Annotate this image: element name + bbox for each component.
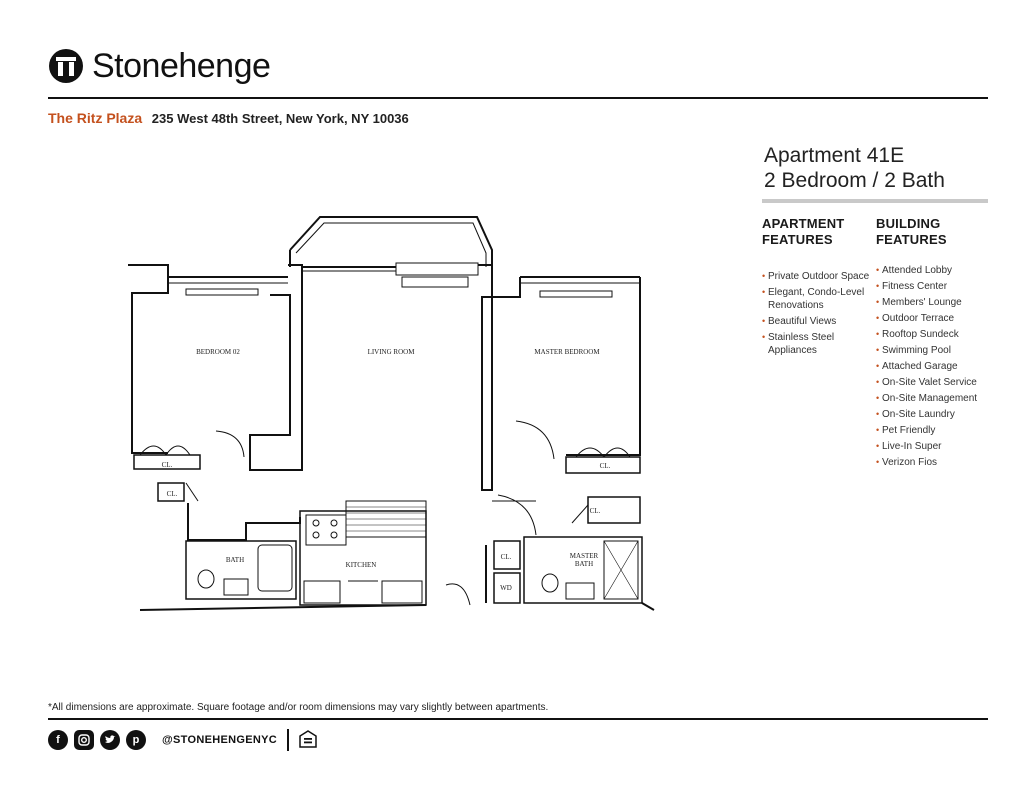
room-label-kitchen: KITCHEN (345, 561, 377, 569)
bathtub (258, 545, 292, 591)
master-closet-2-door (572, 505, 588, 523)
twitter-icon[interactable] (100, 730, 120, 750)
burner-icon (313, 532, 319, 538)
bath-sink (224, 579, 248, 595)
stonehenge-logo-icon (48, 48, 84, 84)
list-item: • Members' Lounge (876, 296, 996, 309)
room-label-master-bath: MASTER (569, 552, 599, 560)
disclaimer: *All dimensions are approximate. Square footage and/or room dimensions may vary slightly between apartments. (48, 702, 549, 713)
apartment-features-list (762, 270, 876, 357)
building-address: 235 West 48th Street, New York, NY 10036 (151, 111, 409, 126)
master-door-swing (516, 421, 554, 459)
building-features-list (876, 264, 996, 469)
list-item: • Rooftop Sundeck (876, 328, 996, 341)
instagram-icon[interactable] (74, 730, 94, 750)
facebook-icon[interactable]: f (48, 730, 68, 750)
footer (48, 728, 317, 752)
list-item: • Pet Friendly (876, 424, 996, 437)
building-features-heading-line2: FEATURES (876, 232, 947, 247)
kitchen-fridge (382, 581, 422, 603)
list-item: • On-Site Valet Service (876, 376, 996, 389)
bay-window-outer (290, 217, 492, 267)
master-sink (566, 583, 594, 599)
list-item: • Verizon Fios (876, 456, 996, 469)
room-label-closet: CL. (599, 462, 611, 470)
bedroom-right-wall (250, 265, 302, 470)
room-label-closet: CL. (500, 553, 512, 561)
apartment-subtitle: 2 Bedroom / 2 Bath (764, 169, 945, 192)
room-label-bath: BATH (225, 556, 245, 564)
list-item: • Elegant, Condo-Level Renovations (762, 286, 876, 312)
apartment-features-heading-line2: FEATURES (762, 232, 833, 247)
room-label-closet: CL. (166, 490, 178, 498)
apartment-title-block (764, 143, 945, 193)
master-toilet (542, 574, 558, 592)
list-item: • Live-In Super (876, 440, 996, 453)
room-label-bedroom: BEDROOM 02 (196, 348, 240, 356)
burner-icon (331, 520, 337, 526)
apartment-title-rule (762, 199, 988, 203)
list-item: • On-Site Laundry (876, 408, 996, 421)
living-radiator (402, 277, 468, 287)
corridor-wall (188, 503, 300, 540)
building-features (876, 216, 996, 472)
room-label-master-bedroom: MASTER BEDROOM (534, 348, 600, 356)
building-name: The Ritz Plaza (48, 110, 143, 126)
burner-icon (313, 520, 319, 526)
list-item: • Swimming Pool (876, 344, 996, 357)
bedroom-door-swing (216, 431, 244, 457)
floor-plan (120, 205, 660, 625)
burner-icon (331, 532, 337, 538)
bottom-wall-left (140, 605, 426, 610)
living-window-right (396, 263, 478, 275)
building-address-line (48, 110, 409, 126)
footer-divider (287, 729, 289, 751)
pinterest-icon[interactable]: p (126, 730, 146, 750)
header-rule (48, 97, 988, 99)
kitchen-stove (306, 515, 346, 545)
bay-window-inner (296, 223, 486, 267)
room-label-living: LIVING ROOM (367, 348, 415, 356)
list-item: • Stainless Steel Appliances (762, 331, 876, 357)
building-features-heading (876, 216, 996, 248)
building-features-heading-line1: BUILDING (876, 216, 941, 231)
room-label-closet: CL. (161, 461, 173, 469)
master-bath-walls (524, 537, 642, 603)
brand-name: Stonehenge (92, 47, 271, 85)
equal-housing-icon (299, 730, 317, 750)
apartment-features-heading (762, 216, 876, 248)
shower-cross (604, 541, 638, 599)
kitchen-sink (304, 581, 340, 603)
list-item: • Outdoor Terrace (876, 312, 996, 325)
list-item: • Beautiful Views (762, 315, 876, 328)
list-item: • Fitness Center (876, 280, 996, 293)
brand-logo (48, 48, 270, 84)
apartment-features-heading-line1: APARTMENT (762, 216, 845, 231)
list-item: • Private Outdoor Space (762, 270, 876, 283)
apartment-features (762, 216, 876, 360)
master-left-wall (478, 265, 520, 490)
bedroom-outer-wall (128, 265, 168, 453)
list-item: • Attached Garage (876, 360, 996, 373)
room-label-master-bath: BATH (574, 560, 594, 568)
list-item: • On-Site Management (876, 392, 996, 405)
entry-door-swing (446, 584, 470, 605)
bath-walls (186, 541, 296, 599)
room-label-wd: WD (500, 584, 512, 592)
bottom-wall-right (642, 603, 654, 610)
room-label-closet: CL. (589, 507, 601, 515)
social-handle[interactable]: @STONEHENGENYC (162, 734, 277, 746)
list-item: • Attended Lobby (876, 264, 996, 277)
bedroom-radiator (186, 289, 258, 295)
master-right-wall (566, 277, 640, 455)
hall-closet-door (186, 483, 198, 501)
bath-toilet (198, 570, 214, 588)
footer-rule (48, 718, 988, 720)
master-radiator (540, 291, 612, 297)
apartment-title: Apartment 41E (764, 144, 905, 167)
